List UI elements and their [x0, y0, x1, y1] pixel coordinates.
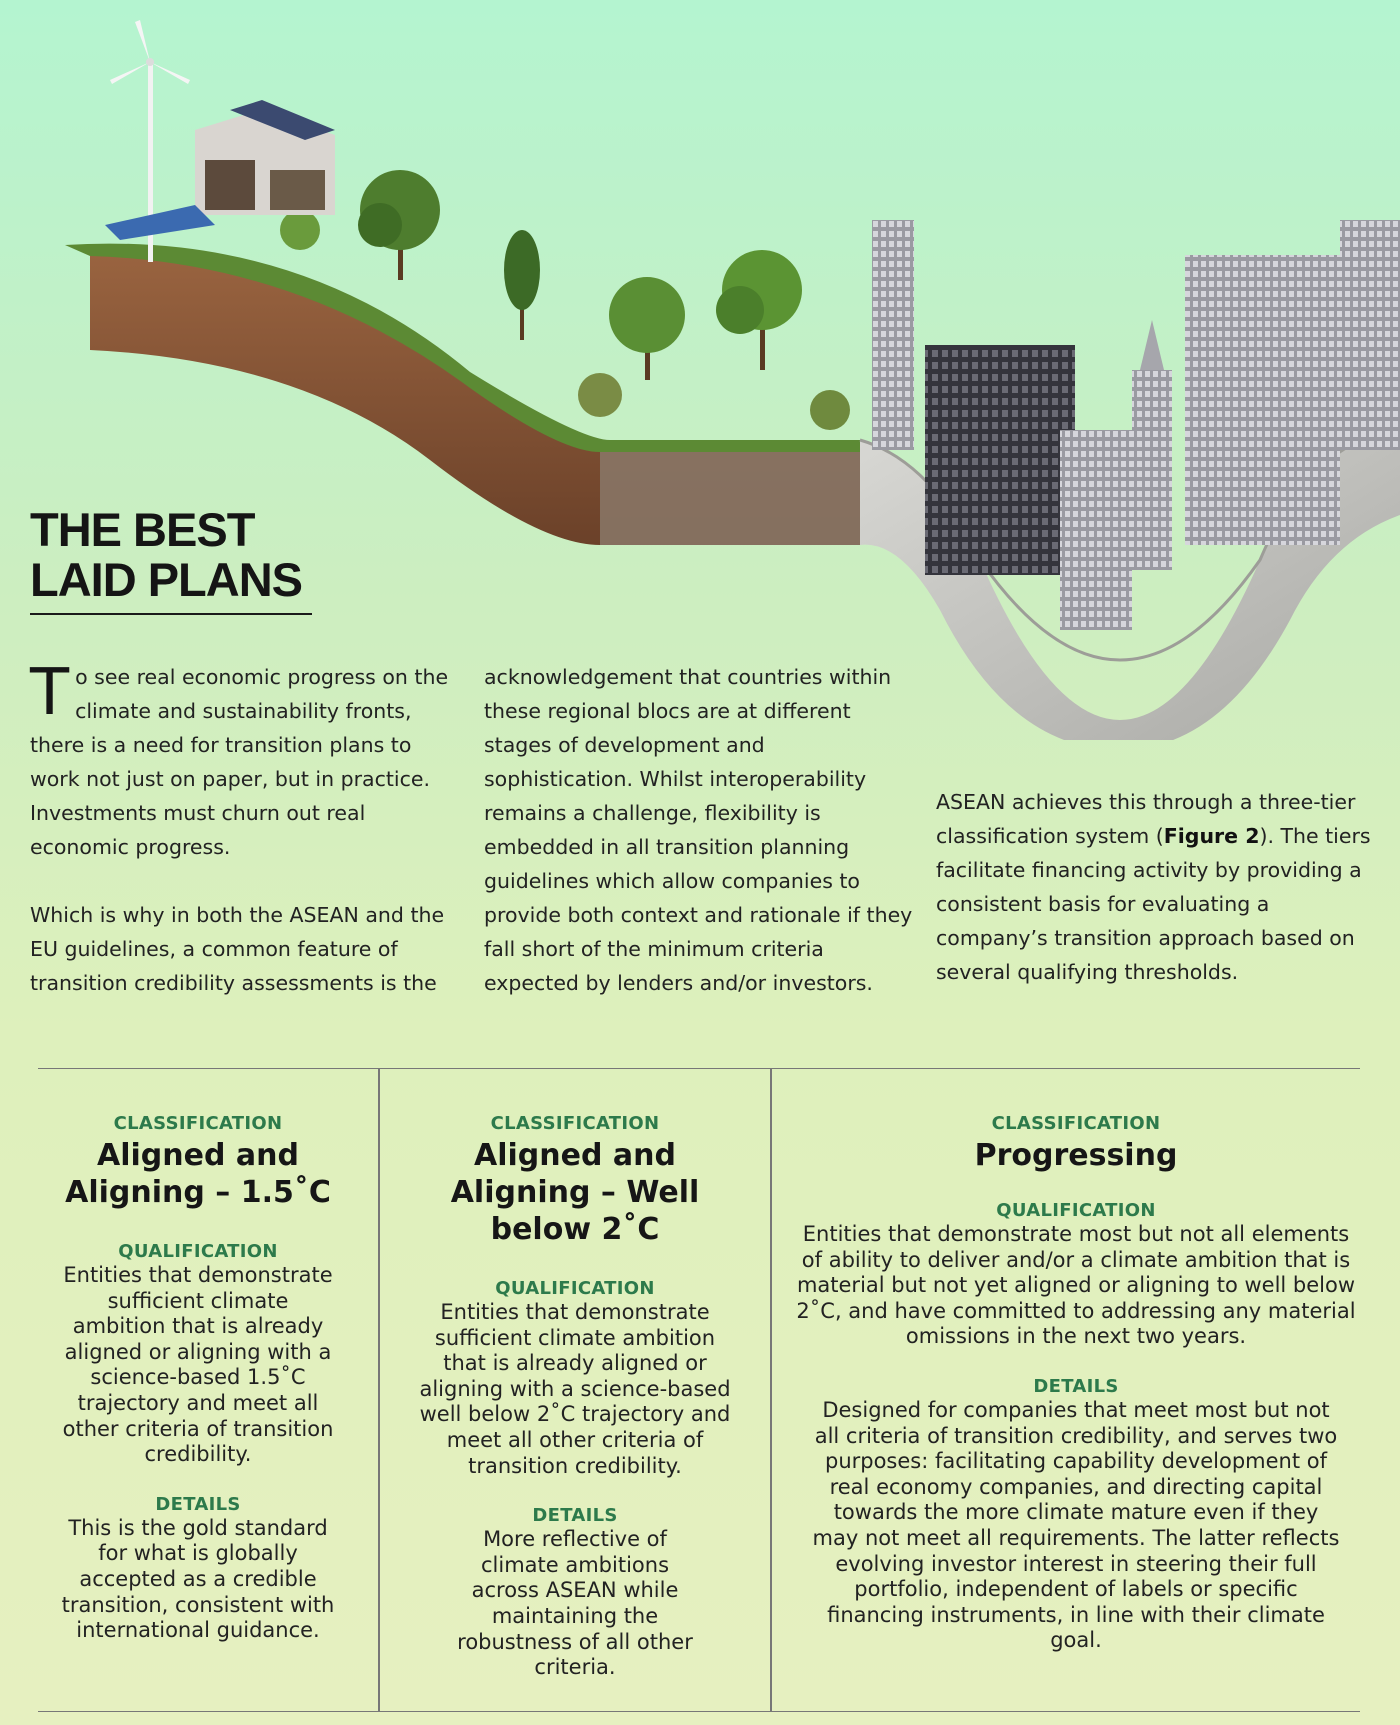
column-divider [378, 1069, 380, 1711]
title-line-2: LAID PLANS [30, 553, 302, 606]
article-paragraph: To see real economic progress on the climate and sustainability fronts, there is a need for transition plans to work not just on paper, but in practice. Investments must churn out real economic progress. [30, 656, 449, 859]
tower-4 [1132, 370, 1172, 570]
details-label: DETAILS [155, 1493, 241, 1515]
article-paragraph: acknowledgement that countries within these regional blocs are at different stages of development and sophistication. Whilst interoperability remains a challenge, flexibility is embedded in all transition planning guidelines which allow companies to provide both context and rationale if they fall short of the minimum criteria expected by lenders and/or investors. [484, 665, 913, 995]
details-label: DETAILS [532, 1505, 618, 1527]
gravel-section [600, 450, 860, 545]
details-text: This is the gold standard for what is globally accepted as a credible transition, consistent with international guidance. [61, 1515, 335, 1643]
qualification-text: Entities that demonstrate most but not all elements of ability to deliver and/or a climate ambition that is material but not yet aligned or aligning to well below 2˚C, and have committed to addressing any material omissions in the next two years. [796, 1222, 1356, 1349]
article-paragraph: Which is why in both the ASEAN and the EU guidelines, a common feature of transition credibility assessments is the [30, 903, 445, 995]
tier-cell-2 [400, 1113, 750, 1681]
tier-cell-1 [38, 1113, 358, 1644]
solar-panel [105, 205, 215, 240]
article-column-3 [936, 785, 1376, 989]
details-text: Designed for companies that meet most but not all criteria of transition credibility, and serves two purposes: facilitating capability development of real economy companies, and directing capital towards the more climate mature even if they may not meet all requirements. The latter reflects evolving investor interest in steering their full portfolio, independent of labels or specific financing instruments, in line with their climate goal. [812, 1397, 1340, 1653]
qualification-label: QUALIFICATION [118, 1241, 278, 1262]
classification-label: CLASSIFICATION [991, 1113, 1161, 1134]
classification-name: Progressing [974, 1138, 1178, 1173]
tier-cell-3 [790, 1113, 1362, 1654]
drop-cap: T [30, 656, 70, 730]
classification-name: Aligned and Aligning – 1.5˚C [65, 1138, 331, 1210]
tower-spire [1140, 320, 1164, 370]
column-divider [770, 1069, 772, 1711]
classification-table [38, 1068, 1360, 1712]
qualification-label: QUALIFICATION [996, 1200, 1156, 1221]
figure-reference: Figure 2 [1163, 824, 1260, 848]
article-paragraph: ASEAN achieves this through a three-tier classification system (Figure 2). The tiers facilitate financing activity by providing a consistent basis for evaluating a company’s transition approach based on several qualifying thresholds. [936, 790, 1371, 984]
details-label: DETAILS [1033, 1375, 1119, 1397]
classification-label: CLASSIFICATION [490, 1113, 660, 1134]
tower-6 [1340, 220, 1400, 450]
tower-5 [1185, 255, 1340, 545]
article-column-1 [30, 656, 450, 1000]
tower-1 [872, 220, 914, 450]
tower-2 [925, 345, 1075, 575]
details-text: More reflective of climate ambitions across ASEAN while maintaining the robustness of all other criteria. [457, 1527, 693, 1680]
page-title [30, 505, 312, 615]
classification-name: Aligned and Aligning – Well below 2˚C [450, 1138, 700, 1247]
house [195, 100, 335, 215]
qualification-text: Entities that demonstrate sufficient climate ambition that is already aligned or aligning with a science-based well below 2˚C trajectory and meet all other criteria of transition credibility. [419, 1300, 731, 1478]
qualification-label: QUALIFICATION [495, 1278, 655, 1299]
title-line-1: THE BEST [30, 503, 255, 556]
classification-label: CLASSIFICATION [113, 1113, 283, 1134]
hero-landscape-illustration [0, 0, 1400, 740]
tower-3 [1060, 430, 1132, 630]
article-column-2 [484, 660, 914, 1000]
qualification-text: Entities that demonstrate sufficient climate ambition that is already aligned or aligning with a science-based 1.5˚C trajectory and meet all other criteria of transition credibility. [62, 1263, 334, 1467]
